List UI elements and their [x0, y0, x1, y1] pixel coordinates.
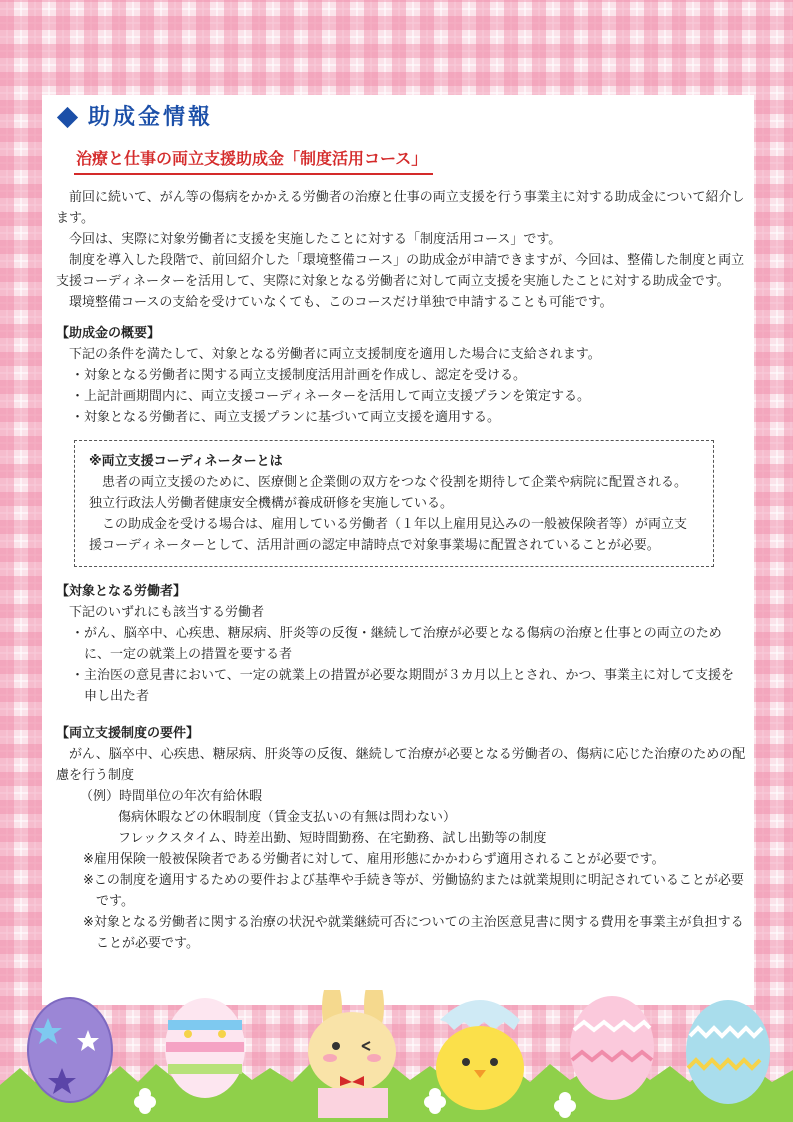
- bunny-illustration: [308, 990, 396, 1118]
- grass-illustration: [0, 1062, 793, 1122]
- egg-striped-icon: [165, 998, 245, 1098]
- requirement-note: ※雇用保険一般被保険者である労働者に対して、雇用形態にかかわらず適用されることが必要です。: [83, 852, 665, 867]
- requirement-note: ※対象となる労働者に関する治療の状況や就業継続可否についての主治医意見書に関する費用を事業主が負担することが必要です。: [83, 915, 744, 951]
- intro-paragraph: 今回は、実際に対象労働者に支援を実施したことに対する「制度活用コース」です。: [69, 232, 562, 247]
- list-item: ・主治医の意見書において、一定の就業上の措置が必要な期間が３カ月以上とされ、かつ、事業主に対して支援を申し出た者: [71, 668, 735, 704]
- intro-paragraph: 前回に続いて、がん等の傷病をかかえる労働者の治療と仕事の両立支援を行う事業主に対する助成金について紹介します。: [56, 190, 745, 226]
- coordinator-box-title: ※両立支援コーディネーターとは: [89, 454, 283, 469]
- target-heading: 【対象となる労働者】: [56, 584, 187, 599]
- example-label: （例）時間単位の年次有給休暇: [80, 789, 263, 804]
- requirement-note: ※この制度を適用するための要件および基準や手続き等が、労働協約または就業規則に明記されていることが必要です。: [83, 873, 744, 909]
- diamond-bullet-icon: [57, 106, 78, 127]
- egg-pink-zigzag-icon: [570, 996, 654, 1100]
- requirements-heading: 【両立支援制度の要件】: [56, 726, 200, 741]
- intro-paragraph: 制度を導入した段階で、前回紹介した「環境整備コース」の助成金が申請できますが、今回は、整備した制度と両立支援コーディネーターを活用して、実際に対象となる労働者に対して両立支援を実施したことに対する助成金です。: [56, 253, 745, 289]
- coordinator-paragraph: この助成金を受ける場合は、雇用している労働者（１年以上雇用見込みの一般被保険者等）が両立支援コーディネーターとして、活用計画の認定申請時点で対象事業場に配置されていることが必要。: [89, 517, 688, 553]
- list-item: ・上記計画期間内に、両立支援コーディネーターを活用して両立支援プランを策定する。: [71, 389, 590, 404]
- requirements-lead: がん、脳卒中、心疾患、糖尿病、肝炎等の反復、継続して治療が必要となる労働者の、傷病に応じた治療のための配慮を行う制度: [56, 747, 746, 783]
- list-item: ・がん、脳卒中、心疾患、糖尿病、肝炎等の反復・継続して治療が必要となる傷病の治療と仕事との両立のために、一定の就業上の措置を要する者: [71, 626, 722, 662]
- list-item: ・対象となる労働者に関する両立支援制度活用計画を作成し、認定を受ける。: [71, 368, 527, 383]
- overview-heading: 【助成金の概要】: [56, 326, 161, 341]
- overview-section: [56, 323, 746, 428]
- page-title-text: 助成金情報: [88, 104, 214, 130]
- egg-blue-zigzag-icon: [686, 1000, 770, 1104]
- example-item: フレックスタイム、時差出勤、短時間勤務、在宅勤務、試し出勤等の制度: [118, 831, 547, 846]
- target-lead: 下記のいずれにも該当する労働者: [69, 605, 265, 620]
- intro-paragraph: 環境整備コースの支給を受けていなくても、このコースだけ単独で申請することも可能です。: [69, 295, 613, 310]
- example-item: 傷病休暇などの休暇制度（賃金支払いの有無は問わない）: [118, 810, 457, 825]
- subsidy-subtitle: 治療と仕事の両立支援助成金「制度活用コース」: [74, 148, 433, 175]
- requirements-section: [56, 723, 746, 954]
- intro-section: [56, 187, 746, 313]
- egg-purple-stars-icon: [28, 998, 112, 1102]
- coordinator-note-box: [74, 440, 714, 567]
- overview-lead: 下記の条件を満たして、対象となる労働者に両立支援制度を適用した場合に支給されます。: [69, 347, 601, 362]
- easter-decoration: [0, 990, 793, 1122]
- list-item: ・対象となる労働者に、両立支援プランに基づいて両立支援を適用する。: [71, 410, 501, 425]
- coordinator-paragraph: 患者の両立支援のために、医療側と企業側の双方をつなぐ役割を期待して企業や病院に配置される。独立行政法人労働者健康安全機構が養成研修を実施している。: [89, 475, 688, 511]
- target-section: [56, 581, 746, 707]
- chick-illustration: [436, 1000, 524, 1110]
- document-body: [56, 100, 746, 954]
- page-title: [56, 100, 746, 134]
